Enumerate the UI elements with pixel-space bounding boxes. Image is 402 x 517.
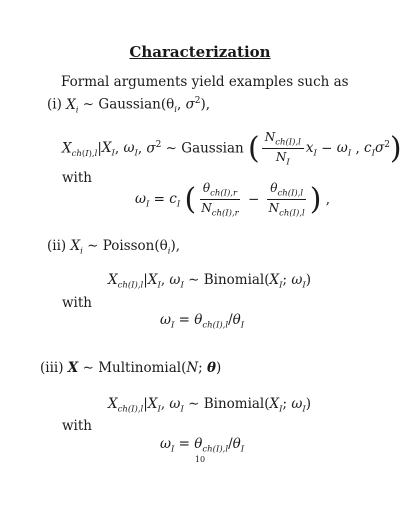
case-ii-label: (ii) xyxy=(47,238,67,254)
case-ii-distribution: Poisson(θ xyxy=(102,238,168,254)
case-iii-omega-equation: $\omega_I = \theta_{ch(I),l}/\theta_I$ xyxy=(160,436,245,455)
case-i-label: (i) xyxy=(47,96,62,113)
case-i-omega-equation: $\omega_I = c_I$ ( $\frac{\theta_{ch(I),r}}{N_{ch(I),r}}$ − $\frac{\theta_{ch(I),l}}{N_{ch(I),l}}$ ) , xyxy=(135,181,331,219)
case-i-fraction: $\frac{N_{ch(I),l}}{N_I}$ xyxy=(262,130,304,168)
case-ii-omega-equation: $\omega_I = \theta_{ch(I),l}/\theta_I$ xyxy=(160,312,245,331)
case-i-equation: $X_{ch(I),l}|X_I$, $\omega_I$, $\sigma^2$ ∼ Gaussian ( $\frac{N_{ch(I),l}}{N_I}$ $x_I - \omega_I$ , $c_I\sigma^2$) xyxy=(62,130,402,168)
case-i-header: (i) $X_i$ ∼ $Gaussian(\theta_i$, $\sigma^2$), xyxy=(47,96,211,116)
case-i-with: with xyxy=(62,170,92,186)
page-number: 10 xyxy=(194,455,206,464)
intro-text: Formal arguments yield examples such as xyxy=(61,74,349,90)
page-title: Characterization xyxy=(129,43,271,61)
case-ii-with: with xyxy=(62,295,92,311)
case-iii-equation: $X_{ch(I),l}|X_I$, $\omega_I$ ∼ $Binomial(X_I$; $\omega_I$) xyxy=(108,396,312,415)
case-i-distribution: Gaussian(θ xyxy=(98,96,175,113)
case-ii-header: (ii) $X_i$ ∼ $Poisson(\theta_i)$, xyxy=(47,238,181,257)
case-iii-binomial-word: Binomial xyxy=(203,396,265,412)
case-ii-equation: $X_{ch(I),l}|X_I$, $\omega_I$ ∼ $Binomial(X_I$; $\omega_I$) xyxy=(108,272,312,291)
case-iii-header: (iii) X ∼ Multinomial(N; θ) xyxy=(40,360,222,376)
case-iii-label: (iii) xyxy=(40,360,64,376)
case-iii-with: with xyxy=(62,418,92,434)
case-ii-binomial-word: Binomial xyxy=(203,272,265,288)
case-iii-distribution: Multinomial( xyxy=(98,360,187,376)
case-i-gaussian-word: Gaussian xyxy=(181,140,244,157)
